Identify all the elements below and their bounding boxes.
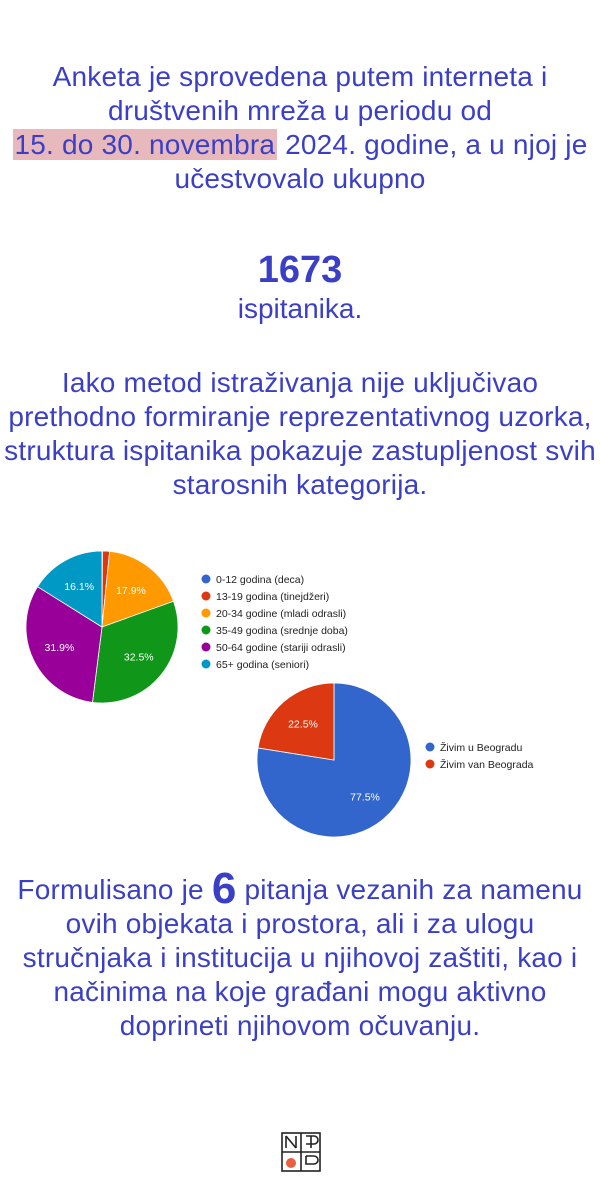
logo-dot bbox=[286, 1158, 296, 1168]
residence-pie-chart bbox=[250, 676, 550, 840]
legend-label-0-1: 13-19 godina (tinejdžeri) bbox=[216, 591, 330, 603]
method-paragraph: Iako metod istraživanja nije uključivao prethodno formiranje reprezentativnog uzorka, struktura ispitanika pokazuje zastupljenost svih starosnih kategorija. bbox=[4, 367, 596, 500]
legend-label-0-5: 65+ godina (seniori) bbox=[216, 659, 310, 671]
legend-marker-1-1 bbox=[426, 760, 435, 769]
intro-paragraph bbox=[0, 60, 600, 196]
intro-text-after: 2024. godine, a u njoj je učestvovalo ukupno bbox=[174, 129, 588, 194]
intro-text-before: Anketa je sprovedena putem interneta i društvenih mreža u periodu od bbox=[52, 61, 548, 126]
legend-marker-0-5 bbox=[202, 660, 211, 669]
questions-text-after: pitanja vezanih za namenu ovih objekata i prostora, ali i za ulogu stručnjaka i institucija u njihovoj zaštiti, kao i načinima na koje građani mogu aktivno doprineti njihovom očuvanju. bbox=[22, 874, 583, 1041]
legend-marker-0-1 bbox=[202, 592, 211, 601]
legend-marker-1-0 bbox=[426, 743, 435, 752]
legend-label-1-1: Živim van Beograda bbox=[440, 759, 534, 771]
slice-label-1-0: 77.5% bbox=[350, 791, 380, 804]
slice-label-0-2: 17.9% bbox=[116, 584, 146, 597]
organization-logo bbox=[281, 1132, 321, 1172]
respondent-count: 1673 bbox=[257, 249, 343, 291]
slice-label-0-3: 32.5% bbox=[123, 651, 154, 664]
slice-label-1-1: 22.5% bbox=[288, 718, 318, 731]
legend-label-0-4: 50-64 godine (stariji odrasli) bbox=[216, 642, 346, 654]
legend-label-0-2: 20-34 godine (mladi odrasli) bbox=[216, 608, 347, 620]
legend-label-0-0: 0-12 godina (deca) bbox=[216, 574, 305, 586]
question-count: 6 bbox=[211, 864, 237, 913]
slice-label-0-5: 16.1% bbox=[64, 580, 95, 593]
legend-marker-0-3 bbox=[202, 626, 211, 635]
questions-paragraph bbox=[0, 864, 600, 1043]
legend-marker-0-4 bbox=[202, 643, 211, 652]
date-highlight: 15. do 30. novembra bbox=[14, 129, 276, 160]
legend-marker-0-2 bbox=[202, 609, 211, 618]
legend-label-1-0: Živim u Beogradu bbox=[440, 742, 523, 754]
legend-marker-0-0 bbox=[202, 575, 211, 584]
respondent-label: ispitanika. bbox=[237, 293, 363, 324]
questions-text-before: Formulisano je bbox=[17, 874, 212, 905]
legend-label-0-3: 35-49 godina (srednje doba) bbox=[216, 625, 348, 637]
slice-label-0-4: 31.9% bbox=[44, 642, 75, 655]
